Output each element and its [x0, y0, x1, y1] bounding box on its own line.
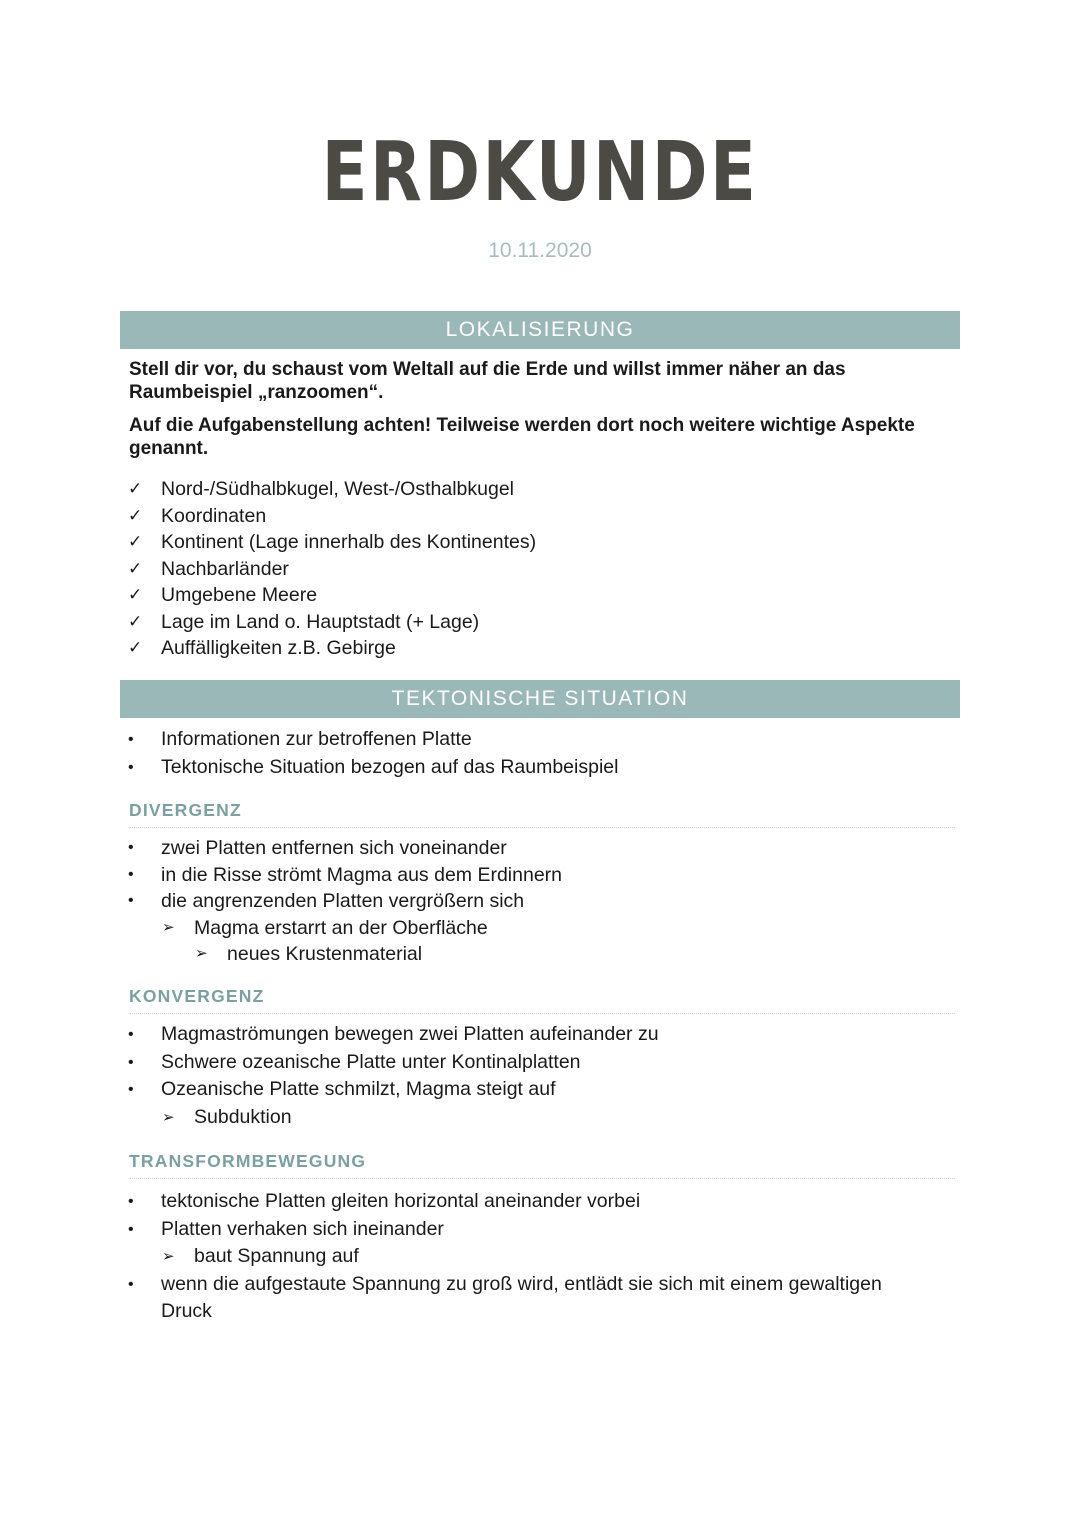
list-item: • wenn die aufgestaute Spannung zu groß wird, entlädt sie sich mit einem gewaltigen Druck: [128, 1272, 882, 1322]
list-item: ✓ Umgebene Meere: [0, 582, 536, 609]
checkmark-icon: ✓: [128, 585, 143, 604]
list-subitem: ➢ neues Krustenmaterial: [0, 941, 562, 968]
list-item: • in die Risse strömt Magma aus dem Erdinnern: [0, 862, 562, 889]
list-item: • Informationen zur betroffenen Platte: [0, 726, 618, 754]
list-item: • zwei Platten entfernen sich voneinander: [0, 835, 562, 862]
bullet-icon: •: [128, 865, 134, 883]
arrow-right-icon: ➢: [162, 1108, 175, 1126]
bullet-icon: •: [128, 1081, 134, 1098]
bullet-icon: •: [128, 892, 134, 909]
checkmark-icon: ✓: [128, 479, 143, 498]
checkmark-icon: ✓: [128, 505, 143, 525]
list-item: • die angrenzenden Platten vergrößern sich: [0, 888, 562, 915]
list-item: • Ozeanische Platte schmilzt, Magma steigt auf: [0, 1076, 659, 1104]
checkmark-icon: ✓: [128, 638, 143, 657]
arrow-right-icon: ➢: [195, 945, 208, 962]
list-item: ✓ Nord-/Südhalbkugel, West-/Osthalbkugel: [0, 476, 536, 503]
list-item: • Tektonische Situation bezogen auf das Raumbeispiel: [0, 754, 618, 782]
subheading-divergenz: DIVERGENZ: [129, 800, 955, 828]
list-item: • Platten verhaken sich ineinander: [0, 1216, 921, 1244]
section-heading-tektonik: TEKTONISCHE SITUATION: [120, 680, 960, 718]
arrow-right-icon: ➢: [162, 1248, 175, 1265]
page-date: 10.11.2020: [488, 239, 592, 262]
list-subitem: ➢ Subduktion: [0, 1104, 659, 1132]
list-item: • tektonische Platten gleiten horizontal aneinander vorbei: [0, 1188, 921, 1216]
bullet-icon: •: [128, 1026, 134, 1043]
bullet-icon: •: [128, 1220, 134, 1238]
list-subitem: ➢ baut Spannung auf: [0, 1243, 921, 1271]
checkmark-icon: ✓: [128, 611, 143, 631]
subheading-transform: TRANSFORMBEWEGUNG: [129, 1151, 955, 1179]
bullet-icon: •: [128, 839, 134, 856]
bullet-icon: •: [128, 1275, 134, 1293]
section-heading-lokalisierung: LOKALISIERUNG: [120, 311, 960, 349]
intro-paragraph-2: Auf die Aufgabenstellung achten! Teilweise werden dort noch weitere wichtige Aspekte genannt.: [129, 415, 915, 459]
transform-list: [0, 1188, 921, 1325]
arrow-right-icon: ➢: [162, 918, 175, 936]
list-item: ✓ Lage im Land o. Hauptstadt (+ Lage): [0, 609, 536, 636]
tektonik-list: [0, 726, 618, 781]
konvergenz-list: [0, 1021, 659, 1131]
list-item: • Magmaströmungen bewegen zwei Platten aufeinander zu: [0, 1021, 659, 1049]
checkmark-icon: ✓: [128, 532, 143, 551]
bullet-icon: •: [128, 758, 134, 776]
divergenz-list: [0, 835, 562, 968]
list-item: ✓ Nachbarländer: [0, 556, 536, 583]
list-item: ✓ Auffälligkeiten z.B. Gebirge: [0, 635, 536, 662]
bullet-icon: •: [128, 731, 134, 748]
bullet-icon: •: [128, 1193, 134, 1210]
list-item: • Schwere ozeanische Platte unter Kontinalplatten: [0, 1049, 659, 1077]
page-title: ERDKUNDE: [321, 125, 759, 220]
subheading-konvergenz: KONVERGENZ: [129, 986, 955, 1014]
intro-paragraph-1: Stell dir vor, du schaust vom Weltall auf die Erde und willst immer näher an das Raumbeispiel „ranzoomen“.: [129, 359, 846, 403]
list-subitem: ➢ Magma erstarrt an der Oberfläche: [0, 915, 562, 942]
lokalisierung-intro: [129, 358, 929, 460]
bullet-icon: •: [128, 1053, 134, 1071]
checkmark-icon: ✓: [128, 558, 143, 578]
list-item: ✓ Koordinaten: [0, 503, 536, 530]
list-item: ✓ Kontinent (Lage innerhalb des Kontinentes): [0, 529, 536, 556]
lokalisierung-checklist: [0, 476, 536, 662]
